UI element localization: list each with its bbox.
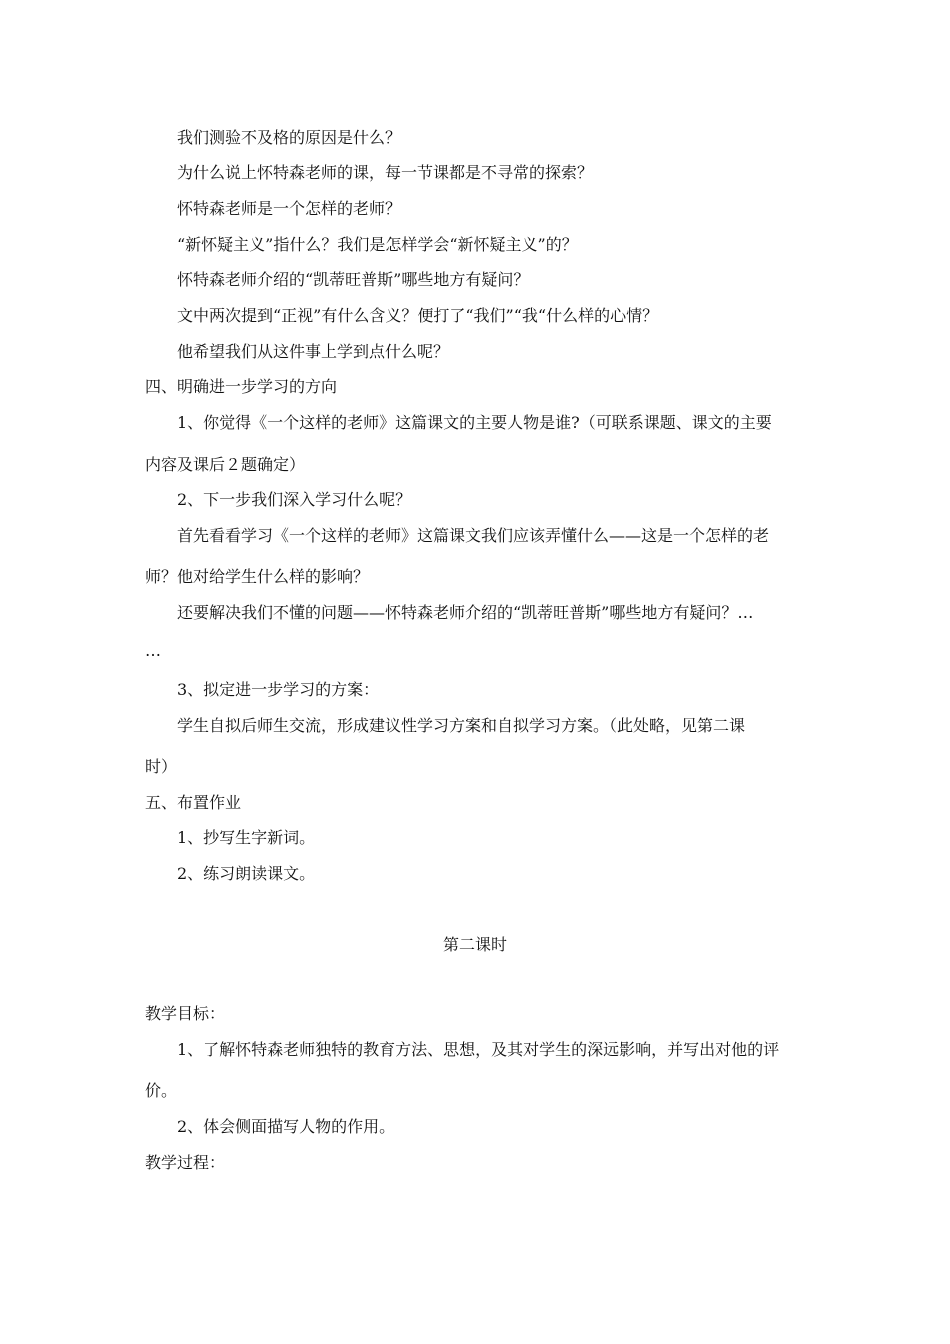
section-4-para-2-line-2: … [145, 641, 161, 660]
lesson-2-title: 第二课时 [442, 935, 507, 954]
section-4-item-2: 2、下一步我们深入学习什么呢？ [177, 490, 412, 509]
question-2: 为什么说上怀特森老师的课，每一节课都是不寻常的探索？ [177, 163, 594, 182]
question-6: 文中两次提到“正视”有什么含义？便打了“我们”“我“什么样的心情？ [177, 306, 659, 325]
section-4-item-3: 3、拟定进一步学习的方案： [177, 680, 380, 699]
teaching-goals-label: 教学目标： [145, 1004, 226, 1023]
question-4: “新怀疑主义”指什么？我们是怎样学会“新怀疑主义”的？ [177, 235, 578, 254]
section-4-para-1-line-2: 师？他对给学生什么样的影响？ [145, 567, 370, 586]
goal-1-line-2: 价。 [145, 1081, 178, 1100]
goal-1-line-1: 1、了解怀特森老师独特的教育方法、思想，及其对学生的深远影响，并写出对他的评 [177, 1040, 780, 1059]
section-4-item-1-line-1: 1、你觉得《一个这样的老师》这篇课文的主要人物是谁?（可联系课题、课文的主要 [177, 413, 772, 432]
section-4-heading: 四、明确进一步学习的方向 [145, 377, 338, 396]
section-4-para-3-line-2: 时） [145, 757, 178, 776]
section-4-para-2-line-1: 还要解决我们不懂的问题——怀特森老师介绍的“凯蒂旺普斯”哪些地方有疑问？… [177, 603, 754, 622]
section-5-item-2: 2、练习朗读课文。 [177, 864, 316, 883]
goal-2: 2、体会侧面描写人物的作用。 [177, 1117, 396, 1136]
question-3: 怀特森老师是一个怎样的老师？ [177, 199, 402, 218]
section-4-item-1-line-2: 内容及课后２题确定） [145, 455, 306, 474]
question-7: 他希望我们从这件事上学到点什么呢？ [177, 342, 450, 361]
section-4-para-3-line-1: 学生自拟后师生交流，形成建议性学习方案和自拟学习方案。（此处略，见第二课 [177, 716, 746, 735]
section-5-heading: 五、布置作业 [145, 793, 242, 812]
section-5-item-1: 1、抄写生字新词。 [177, 828, 316, 847]
section-4-para-1-line-1: 首先看看学习《一个这样的老师》这篇课文我们应该弄懂什么——这是一个怎样的老 [177, 526, 770, 545]
question-5: 怀特森老师介绍的“凯蒂旺普斯”哪些地方有疑问？ [177, 270, 530, 289]
question-1: 我们测验不及格的原因是什么？ [177, 128, 402, 147]
teaching-process-label: 教学过程： [145, 1153, 226, 1172]
